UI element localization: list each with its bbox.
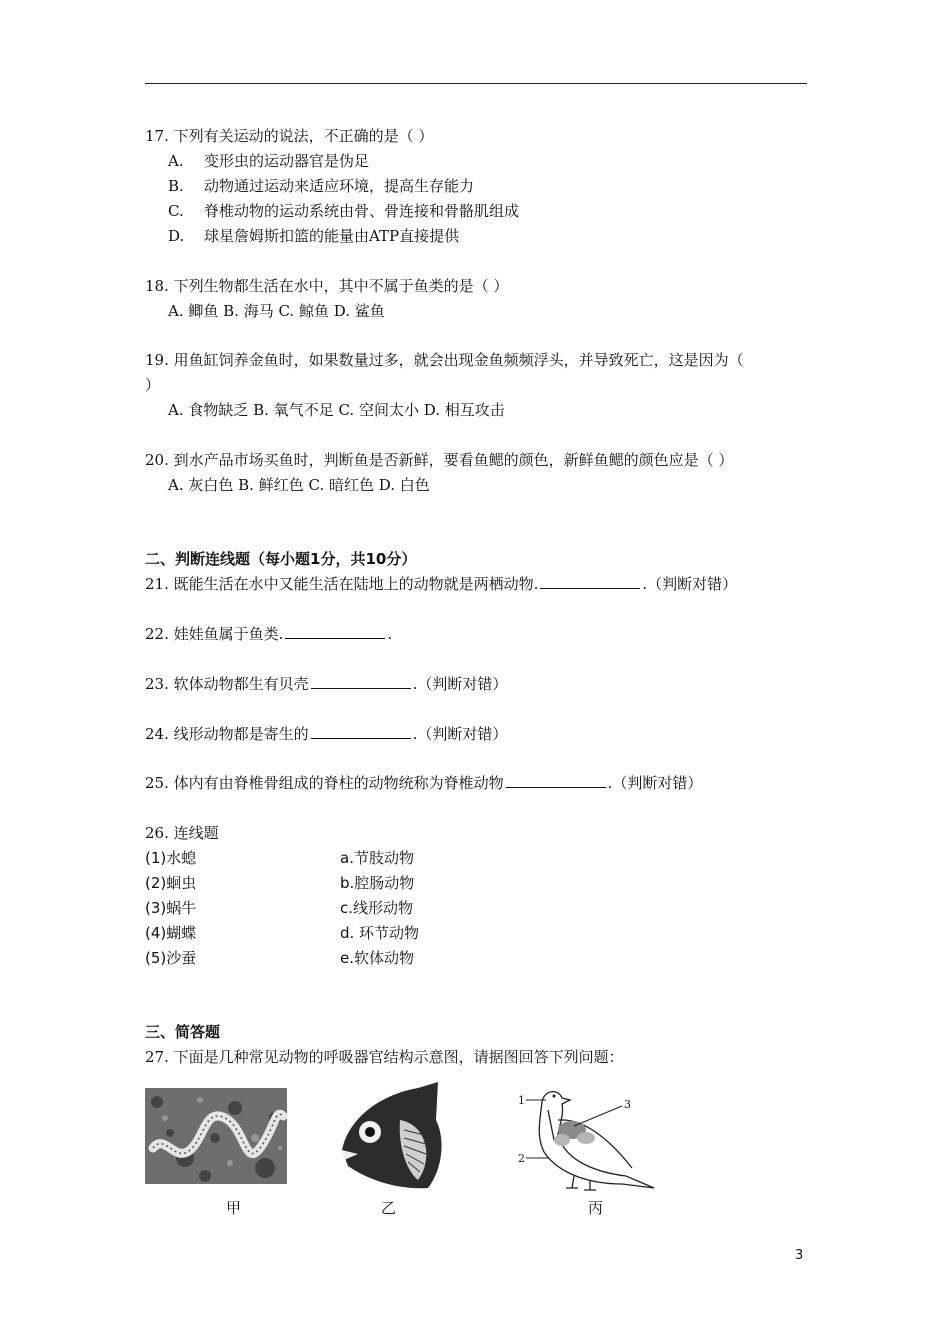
match-left-1[interactable]: (1)水螅 — [145, 849, 197, 867]
q24: 24. 线形动物都是寄生的 .（判断对错） — [145, 725, 508, 743]
answer-blank[interactable] — [540, 574, 640, 589]
bird-air-sac-diagram — [514, 1080, 658, 1192]
bird-label-3: 3 — [624, 1098, 631, 1111]
section2-heading: 二、判断连线题（每小题1分，共10分） — [145, 550, 417, 568]
answer-blank[interactable] — [506, 773, 606, 788]
answer-blank[interactable] — [285, 624, 385, 639]
q19-stem-cont: ） — [145, 376, 161, 394]
figure-caption-yi: 乙 — [381, 1199, 397, 1217]
page-number: 3 — [795, 1248, 804, 1263]
section3-heading: 三、简答题 — [145, 1023, 221, 1041]
q22: 22. 娃娃鱼属于鱼类. . — [145, 625, 393, 643]
q17-option-c: C. 脊椎动物的运动系统由骨、骨连接和骨骼肌组成 — [168, 202, 520, 220]
bird-label-1: 1 — [518, 1094, 525, 1107]
match-left-5[interactable]: (5)沙蚕 — [145, 949, 197, 967]
q21: 21. 既能生活在水中又能生活在陆地上的动物就是两栖动物. .（判断对错） — [145, 575, 738, 593]
match-left-4[interactable]: (4)蝴蝶 — [145, 924, 197, 942]
fish-gill-image — [338, 1080, 450, 1192]
match-right-a[interactable]: a.节肢动物 — [340, 849, 414, 867]
q20-stem: 20. 到水产品市场买鱼时，判断鱼是否新鲜，要看鱼鳃的颜色，新鲜鱼鳃的颜色应是（ ） — [145, 451, 734, 469]
q18-options: A. 鲫鱼 B. 海马 C. 鲸鱼 D. 鲨鱼 — [168, 302, 385, 320]
q27-stem: 27. 下面是几种常见动物的呼吸器官结构示意图，请据图回答下列问题： — [145, 1048, 624, 1066]
q19-stem: 19. 用鱼缸饲养金鱼时，如果数量过多，就会出现金鱼频频浮头，并导致死亡，这是因为（ — [145, 351, 744, 369]
header-rule — [145, 83, 807, 84]
match-right-d[interactable]: d. 环节动物 — [340, 924, 420, 942]
q17-option-d: D. 球星詹姆斯扣篮的能量由ATP直接提供 — [168, 227, 460, 245]
q19-options: A. 食物缺乏 B. 氧气不足 C. 空间太小 D. 相互攻击 — [168, 401, 505, 419]
answer-blank[interactable] — [311, 724, 411, 739]
figure-caption-jia: 甲 — [226, 1199, 242, 1217]
answer-blank[interactable] — [311, 674, 411, 689]
q26-stem: 26. 连线题 — [145, 824, 219, 842]
match-right-b[interactable]: b.腔肠动物 — [340, 874, 415, 892]
match-left-2[interactable]: (2)蛔虫 — [145, 874, 197, 892]
q25: 25. 体内有由脊椎骨组成的脊柱的动物统称为脊椎动物 .（判断对错） — [145, 774, 703, 792]
q17-stem: 17. 下列有关运动的说法，不正确的是（ ） — [145, 127, 434, 145]
earthworm-image — [145, 1088, 287, 1184]
q17-option-a: A. 变形虫的运动器官是伪足 — [168, 152, 370, 170]
match-right-e[interactable]: e.软体动物 — [340, 949, 414, 967]
match-left-3[interactable]: (3)蜗牛 — [145, 899, 197, 917]
q20-options: A. 灰白色 B. 鲜红色 C. 暗红色 D. 白色 — [168, 476, 430, 494]
q17-option-b: B. 动物通过运动来适应环境，提高生存能力 — [168, 177, 475, 195]
match-right-c[interactable]: c.线形动物 — [340, 899, 414, 917]
bird-label-2: 2 — [518, 1152, 525, 1165]
q23: 23. 软体动物都生有贝壳 .（判断对错） — [145, 675, 508, 693]
q18-stem: 18. 下列生物都生活在水中，其中不属于鱼类的是（ ） — [145, 277, 509, 295]
figure-caption-bing: 丙 — [588, 1199, 604, 1217]
